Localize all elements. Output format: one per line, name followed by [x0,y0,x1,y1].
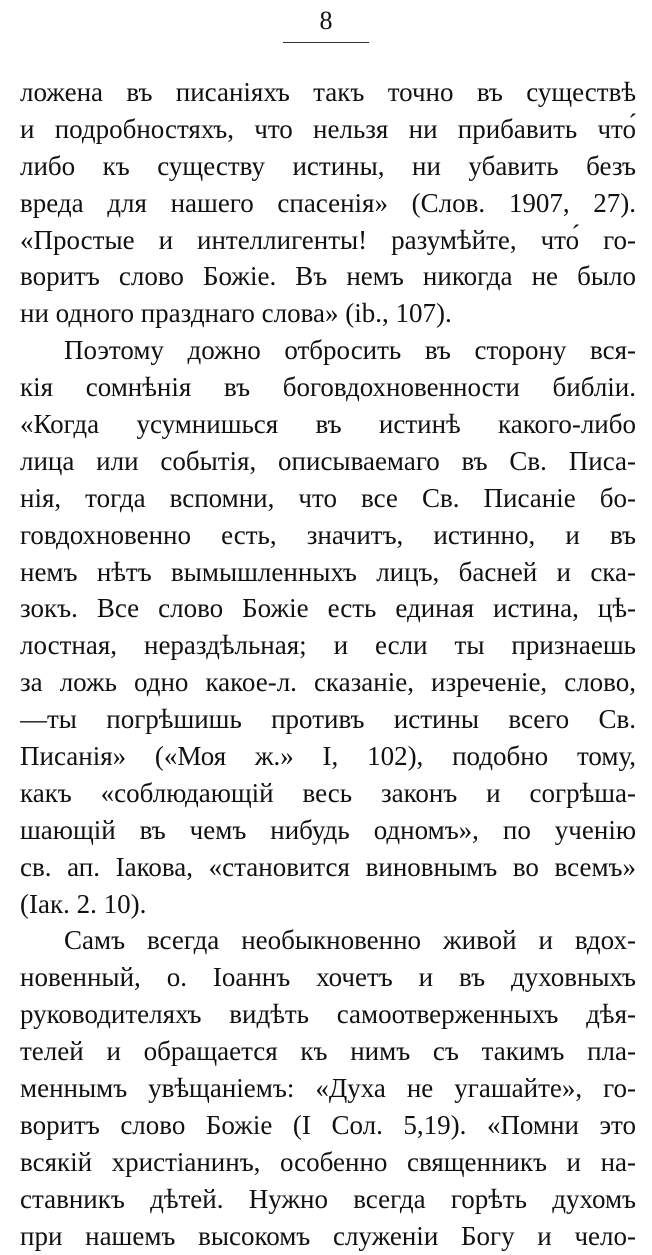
text-line: (Іак. 2. 10). [20,888,147,919]
text-line: лостная, нераздѣльная; и если ты признаешь [20,630,636,661]
text-line: воритъ слово Божіе (I Сол. 5,19). «Помни это [20,1109,636,1140]
text-line: говдохновенно есть, значитъ, истинно, и въ [20,519,636,550]
text-line: за ложь одно какое-л. сказаніе, изреченіе, слово, [20,667,636,698]
text-line: ни одного празднаго слова» (ib., 107). [20,298,452,329]
text-line: св. ап. Іакова, «становится виновнымъ во всемъ» [20,851,636,882]
text-line: нія, тогда вспомни, что все Св. Писаніе бо- [20,482,636,513]
text-line: новенный, о. Іоаннъ хочетъ и въ духовныхъ [20,962,636,993]
body-text [20,74,636,1255]
text-line: зокъ. Все слово Божіе есть единая истина, цѣ- [20,593,636,624]
header-rule [283,42,369,43]
text-line: «Простые и интеллигенты! разумѣйте, что́ го- [20,224,636,255]
text-line: руководителяхъ видѣть самоотверженныхъ дѣя- [20,999,636,1030]
text-line: воритъ слово Божіе. Въ немъ никогда не было [20,261,636,292]
text-line: либо къ существу истины, ни убавить безъ [20,150,636,181]
text-line: кія сомнѣнія въ боговдохновенности библіи. [20,372,636,403]
text-line: лица или событія, описываемаго въ Св. Писа- [20,445,636,476]
text-line: меннымъ увѣщаніемъ: «Духа не угашайте», го- [20,1073,636,1104]
text-line: шающій въ чемъ нибудь одномъ», по ученію [20,814,636,845]
text-line: при нашемъ высокомъ служеніи Богу и чело- [20,1220,636,1251]
text-line: ложена въ писаніяхъ такъ точно въ существѣ [20,77,636,107]
text-line: и подробностяхъ, что нельзя ни прибавить что́ [20,113,636,144]
text-line: Писанія» («Моя ж.» I, 102), подобно тому, [20,741,636,772]
text-line: всякій христіанинъ, особенно священникъ и на- [20,1146,636,1177]
text-line: —ты погрѣшишь противъ истины всего Св. [20,704,636,735]
text-line: Поэтому дожно отбросить въ сторону вся- [64,335,636,366]
text-line: телей и обращается къ нимъ съ такимъ пла- [20,1036,636,1067]
text-line: «Когда усумнишься въ истинѣ какого-либо [20,409,636,440]
text-line: ставникъ дѣтей. Нужно всегда горѣть духомъ [20,1183,636,1214]
text-line: немъ нѣтъ вымышленныхъ лицъ, басней и ска- [20,556,636,587]
text-line: какъ «соблюдающій весь законъ и согрѣша- [20,777,636,808]
page-number: 8 [319,6,333,35]
text-line: Самъ всегда необыкновенно живой и вдох- [64,925,636,956]
text-line: вреда для нашего спасенія» (Слов. 1907, 27). [20,187,636,218]
